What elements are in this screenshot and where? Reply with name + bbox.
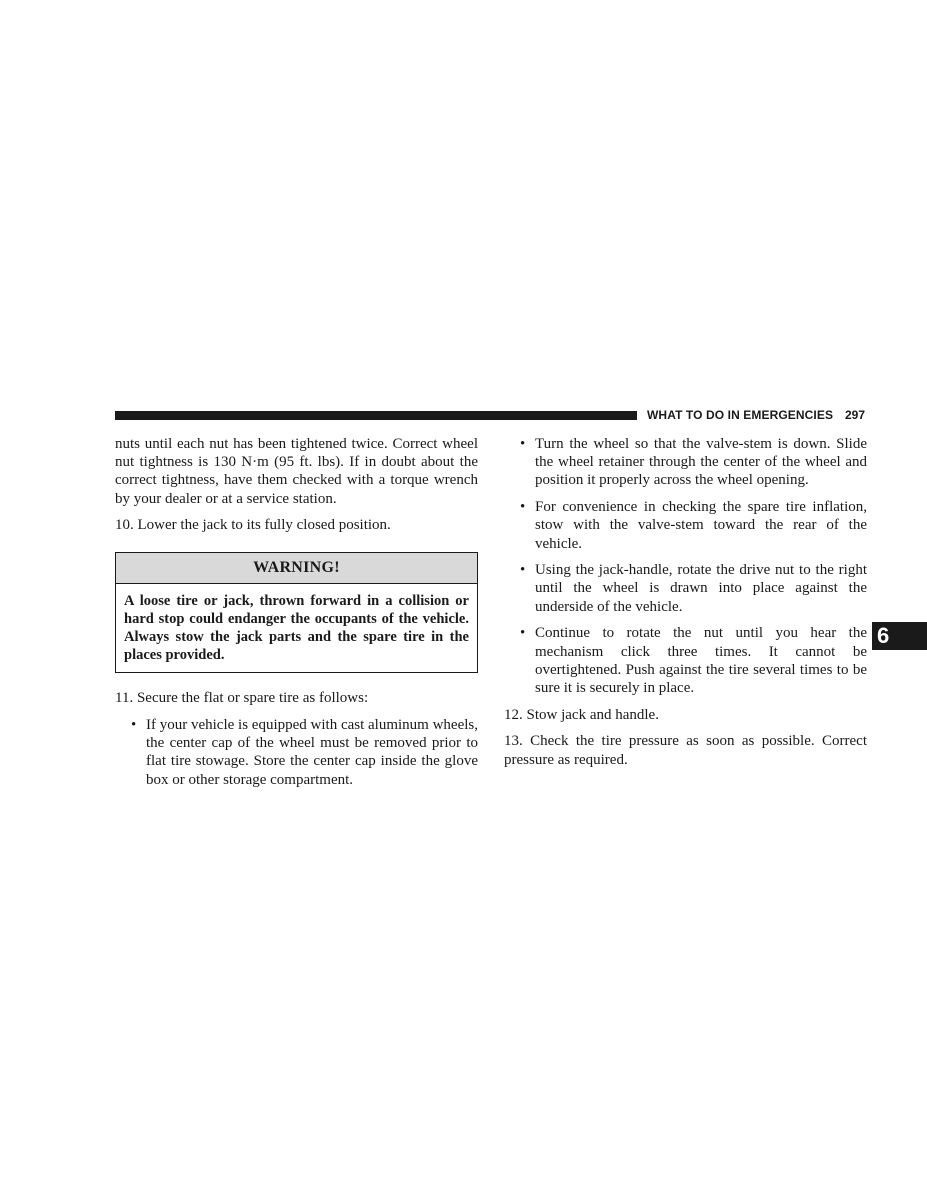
intro-paragraph: nuts until each nut has been tightened twice. Correct wheel nut tightness is 130 N·m (95 ft. lbs). If in doubt about the correct tightness, have them checked with a torque wrench by your dealer or at a service station. bbox=[115, 436, 478, 507]
list-item-text: Using the jack-handle, rotate the drive nut to the right until the wheel is drawn into place against the underside of the vehicle. bbox=[535, 562, 867, 615]
header-rule bbox=[115, 411, 637, 420]
list-item bbox=[115, 716, 478, 789]
warning-body: A loose tire or jack, thrown forward in a collision or hard stop could endanger the occupants of the vehicle. Always stow the jack parts and the spare tire in the places provided. bbox=[124, 592, 469, 664]
bullet-icon: • bbox=[520, 499, 526, 516]
warning-box bbox=[115, 552, 478, 674]
warning-title: WARNING! bbox=[116, 553, 477, 584]
step-11: 11. Secure the flat or spare tire as follows: bbox=[115, 690, 369, 707]
list-item bbox=[504, 624, 867, 697]
step-13: 13. Check the tire pressure as soon as possible. Correct pressure as required. bbox=[504, 733, 867, 768]
right-column bbox=[504, 435, 867, 777]
list-item-text: For convenience in checking the spare tire inflation, stow with the valve-stem toward the rear of the vehicle. bbox=[535, 499, 867, 552]
list-item bbox=[504, 498, 867, 553]
list-item-text: Turn the wheel so that the valve-stem is down. Slide the wheel retainer through the center of the wheel and position it properly across the wheel opening. bbox=[535, 436, 867, 489]
bullet-icon: • bbox=[131, 717, 137, 734]
list-item-text: If your vehicle is equipped with cast aluminum wheels, the center cap of the wheel must be removed prior to flat tire stowage. Store the center cap inside the glove box or other storage compartment. bbox=[146, 717, 478, 788]
section-title: WHAT TO DO IN EMERGENCIES bbox=[647, 408, 834, 422]
step-10: 10. Lower the jack to its fully closed position. bbox=[115, 517, 391, 534]
bullet-icon: • bbox=[520, 562, 526, 579]
bullet-icon: • bbox=[520, 625, 526, 642]
list-item bbox=[504, 561, 867, 616]
page-number: 297 bbox=[845, 408, 866, 422]
chapter-tab: 6 bbox=[872, 622, 927, 650]
list-item bbox=[504, 435, 867, 490]
step-12: 12. Stow jack and handle. bbox=[504, 706, 659, 723]
left-column bbox=[115, 435, 478, 797]
bullet-icon: • bbox=[520, 436, 526, 452]
list-item-text: Continue to rotate the nut until you hear the mechanism click three times. It cannot be overtightened. Push against the tire several times to be sure it is securely in place. bbox=[535, 625, 867, 696]
